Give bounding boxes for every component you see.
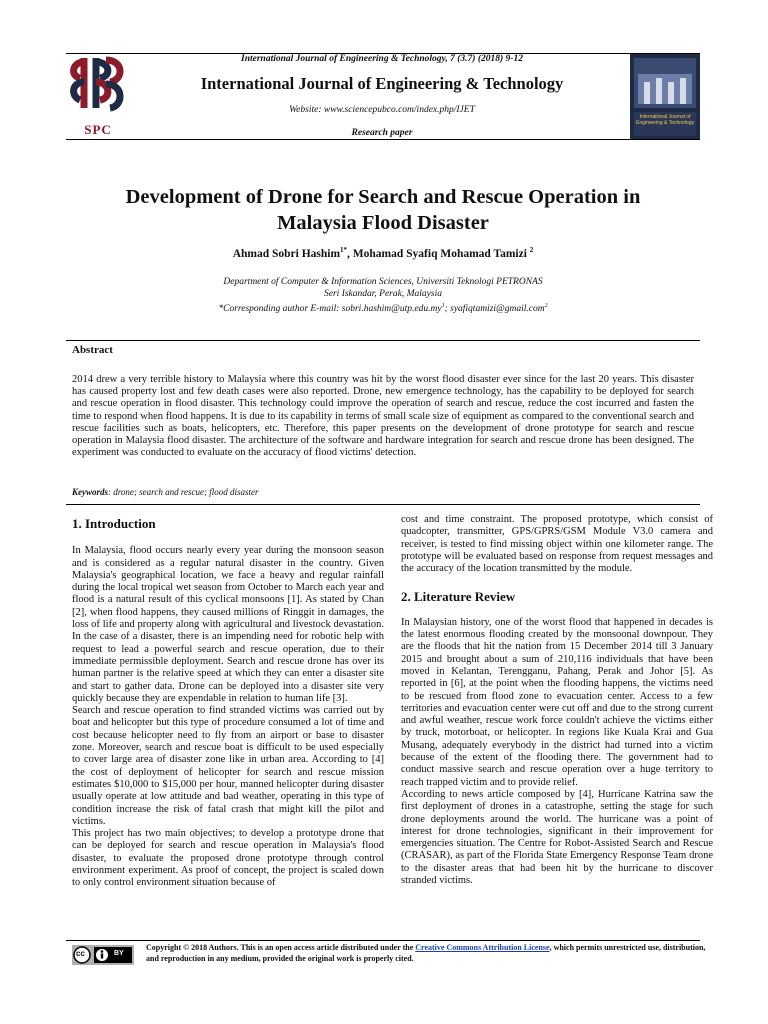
by-label: BY xyxy=(114,950,124,957)
cc-license-link[interactable]: Creative Commons Attribution License xyxy=(415,943,550,952)
keywords: Keywords: drone; search and rescue; flood disaster xyxy=(72,487,259,497)
spc-logo-text: SPC xyxy=(84,122,112,137)
literature-paragraph-1: In Malaysian history, one of the worst flood that happened in decades is the latest enormous flooding created by the monsoonal downpour. They are the floods that hit the nation from 15 December 2014 till 3 January 2015 and brought about a sum of 210,116 individuals that have been moved in Kelantan, Terengganu, Pahang, Perak and Johor [5]. As reported in [6], at the point when the flooding happens, the victims need to be rescued from flood zone to evacuation center. Access to a few territories and evacuation center were cut off and due to the strong current and awful weather, rescue work force couldn't achieve the victims either by truck, motorboat, or helicopter. In regions like Kuala Krai and Gua Musang, adequately everybody in the district had turned into a victim because of the extent of the flooding there. The government had to conduct massive search and rescue operation over a huge territory to reach trapped victim and to provide relief. xyxy=(401,616,713,788)
copyright-notice: Copyright © 2018 Authors. This is an open access article distributed under the Creative Commons Attribution License, which permits unrestricted use, distribution, and reproduction in any medium, provided the original work is properly cited. xyxy=(146,943,706,963)
intro-paragraph-3: This project has two main objectives; to develop a prototype drone that can be deployed for search and rescue operation in Malaysia's flood disaster, to evaluate the proposed drone prototype through control environment experiment. As proof of concept, the project is scaled down to only control environment situation because of xyxy=(72,828,384,889)
abstract-bottom-rule xyxy=(66,504,700,505)
intro-paragraph-2: Search and rescue operation to find stranded victims was carried out by boat and helicopter but this type of procedure consumed a lot of time and cost because helicopter need to fly from an airport or base to disaster zone. Moreover, search and rescue boat is difficult to be used especially to cover large area of disaster zone like in urban area. According to [4] the cost of deployment of helicopter for search and rescue mission estimates $10,000 to $15,000 per hour, manned helicopter during disaster usually operate at low attitude and bad weather, operating in this type of condition increase the risk of fatal crash that might kill the pilot and victims. xyxy=(72,705,384,827)
authors: Ahmad Sobri Hashim$^{1*}$, Mohamad Syafiq Mohamad Tamizi $^2$ xyxy=(232,246,534,260)
cover-title: International Journal of Engineering & Technology xyxy=(635,114,694,126)
journal-cover-image xyxy=(630,54,700,140)
left-column xyxy=(72,518,384,890)
journal-citation: International Journal of Engineering & Technology, 7 (3.7) (2018) 9-12 xyxy=(241,54,523,64)
paper-type: Research paper xyxy=(351,128,413,138)
header-bottom-rule xyxy=(66,139,700,140)
abstract-body: 2014 drew a very terrible history to Malaysia where this country was hit by the worst flood disaster ever since for the last 20 years. This disaster has caused property lost and few death cases were also reported. Drone, new emergence technology, has the capability to be deployed for search and rescue operation in flood disaster. This technology could improve the operation of search and rescue, reduce the cost incurred and fasten the time to respond when flood happens. It is due to its capability in terms of small scale size of equipment as compared to the conventional search and rescue facilities such as boats, helicopters, etc. Therefore, this paper presents on the development of drone prototype for search and rescue operation in Malaysia flood disaster. The architecture of the software and hardware integration for search and rescue drone has been designed. The experiment was conducted to evaluate on the accuracy of flood victims' detection. xyxy=(72,374,694,459)
footer-rule xyxy=(66,940,700,941)
right-column xyxy=(401,514,713,887)
journal-website[interactable]: Website: www.sciencepubco.com/index.php/IJET xyxy=(289,105,475,115)
section-heading-literature-review: 2. Literature Review xyxy=(401,589,516,605)
literature-paragraph-2: According to news article composed by [4], Hurricane Katrina saw the first deployment of drones in a catastrophe, setting the stage for such drone deployments around the world. The hurricane was a point of interest for drone technologies, significant in their improvement for emergencies situation. The Centre for Robot-Assisted Search and Rescue (CRASAR), as part of the Florida State Emergency Response Team drone to the disaster areas that had been hit by the hurricane to discover stranded victims. xyxy=(401,788,713,887)
journal-title: International Journal of Engineering & Technology xyxy=(200,74,564,93)
intro-paragraph-3-continued: cost and time constraint. The proposed prototype, which consist of quadcopter, transmitter, GPS/GPRS/GSM Module V3.0 camera and receiver, is tested to find missing object within one kilometer range. The prototype will be evaluated based on response from request messages and the accuracy of the location transmitted by the module. xyxy=(401,514,713,575)
abstract-heading: Abstract xyxy=(72,344,113,356)
affiliation: Department of Computer & Information Sciences, Universiti Teknologi PETRONAS Seri Iskandar, Perak, Malaysia *Corresponding author E-mail: $sobri.hashim@utp.edu.my^1$; syafiqtamizi@gmail.com$^2$ xyxy=(218,277,548,315)
cc-by-license-icon[interactable] xyxy=(72,945,134,965)
intro-paragraph-1: In Malaysia, flood occurs nearly every year during the monsoon season and is considered as a regular natural disaster in the country. Given Malaysia's geographical location, we face a heavy and regular rainfall during the local tropical wet season from October to March each year and flood is a natural result of this cyclical monsoons [1]. As stated by Chan [2], when flood happens, they caused millions of Ringgit in damages, the loss of life and property along with agricultural and livestock devastation. In the case of a disaster, there is an impending need for robotic help with request to lead a powerful search and rescue operation, due to their immediate permissible deployment. Search and rescue drone has over its human partner is the relative speed at which they can enter a disaster site and start to gather data. Drone can be deployed into a disaster site very quickly because they are expendable in relation to human life [3]. xyxy=(72,545,384,704)
cc-label: cc xyxy=(76,949,85,958)
abstract-top-rule xyxy=(66,340,700,341)
paper-title: Development of Drone for Search and Rescue Operation in Malaysia Flood Disaster xyxy=(125,186,641,234)
section-heading-introduction: 1. Introduction xyxy=(72,516,156,531)
